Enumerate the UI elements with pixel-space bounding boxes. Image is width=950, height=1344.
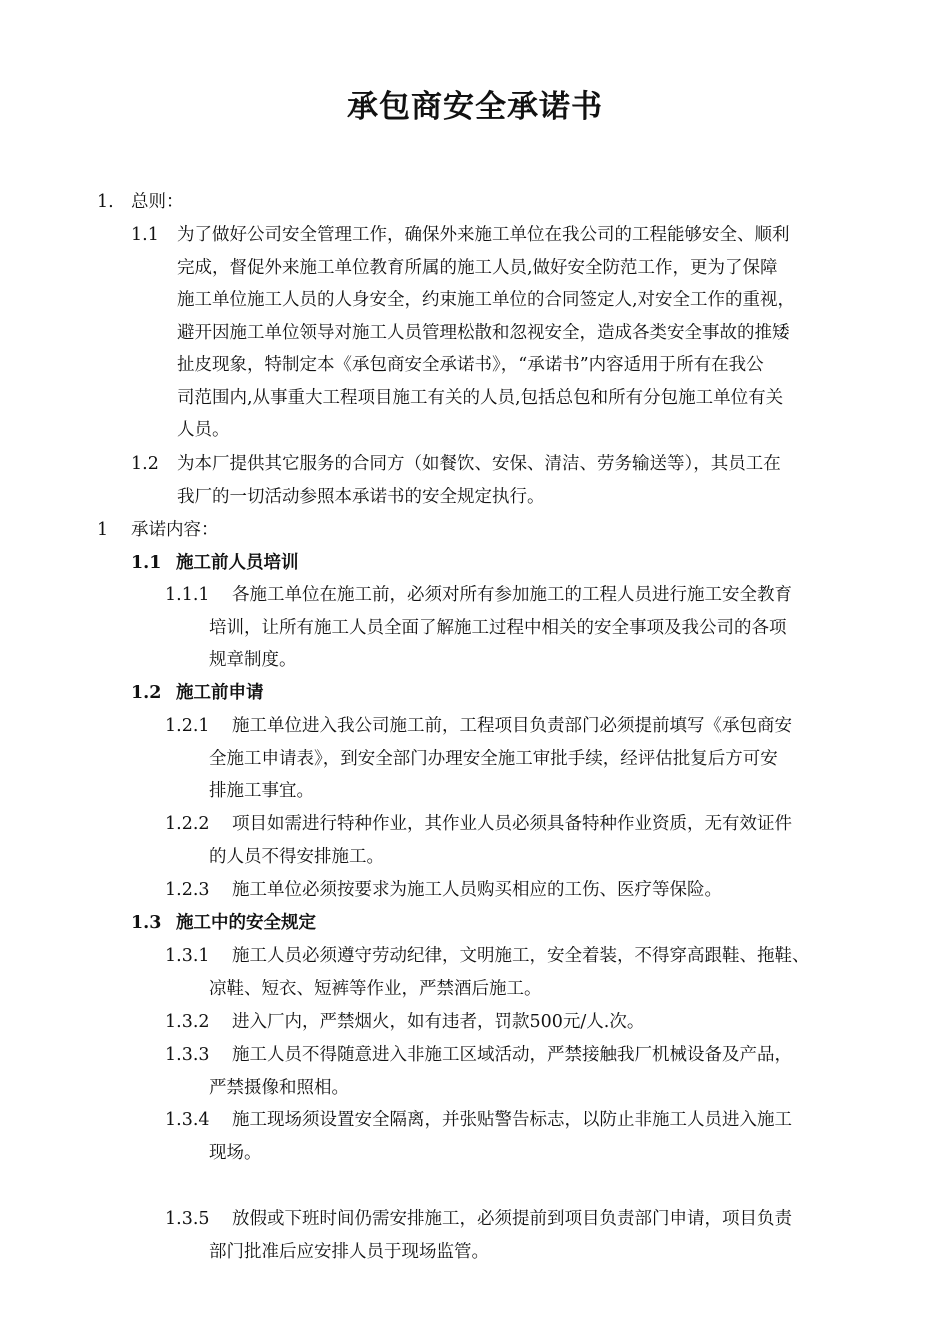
clause-number: 1.3.2 [165, 1012, 210, 1032]
clause-text-line: 施工现场须设置安全隔离，并张贴警告标志，以防止非施工人员进入施工 [232, 1110, 792, 1130]
clause-text-line: 全施工申请表》，到安全部门办理安全施工审批手续，经评估批复后方可安 [209, 748, 778, 769]
clause-number: 1.2 [131, 454, 159, 474]
clause-continuation [177, 252, 847, 447]
subsection-number: 1.1 [131, 553, 162, 573]
clause-text-line: 施工单位施工人员的人身安全，约束施工单位的合同签定人,对安全工作的重视， [177, 290, 796, 310]
section-number: 1. [97, 192, 114, 212]
subsection-number: 1.3 [131, 913, 162, 933]
clause-text-line: 人员。 [177, 420, 230, 440]
clause-text-line: 施工人员不得随意进入非施工区域活动，严禁接触我厂机械设备及产品， [232, 1045, 792, 1065]
subsection-title: 施工中的安全规定 [176, 913, 316, 933]
clause-text-line: 部门批准后应安排人员于现场监管。 [209, 1241, 489, 1262]
clause-continuation [209, 612, 849, 677]
clause-continuation [209, 1072, 849, 1105]
clause-text-line: 排施工事宜。 [209, 781, 314, 801]
clause-text-line: 完成，督促外来施工单位教育所属的施工人员,做好安全防范工作，更为了保障 [177, 257, 778, 278]
clause-text-line: 严禁摄像和照相。 [209, 1077, 349, 1098]
clause-continuation [209, 1137, 849, 1170]
subsection-title: 施工前人员培训 [176, 553, 299, 573]
clause-number: 1.3.1 [165, 946, 210, 966]
clause-text-line: 扯皮现象，特制定本《承包商安全承诺书》，“承诺书”内容适用于所有在我公 [177, 355, 764, 375]
clause-number: 1.2.3 [165, 880, 210, 900]
subsection-title: 施工前申请 [176, 683, 264, 703]
clause-continuation [209, 743, 849, 808]
clause-text-line: 规章制度。 [209, 650, 297, 670]
clause-text-line: 施工人员必须遵守劳动纪律，文明施工，安全着装，不得穿高跟鞋、拖鞋、 [232, 946, 810, 966]
clause-number: 1.3.3 [165, 1045, 210, 1065]
clause-text-line: 我厂的一切活动参照本承诺书的安全规定执行。 [177, 486, 545, 507]
clause-continuation [209, 973, 849, 1006]
clause-continuation [209, 1236, 849, 1269]
clause-number: 1.1 [131, 225, 159, 245]
document-title: 承包商安全承诺书 [347, 89, 603, 125]
clause-number: 1.2.1 [165, 716, 210, 736]
clause-text-line: 项目如需进行特种作业，其作业人员必须具备特种作业资质，无有效证件 [232, 814, 792, 834]
clause-text-line: 施工单位必须按要求为施工人员购买相应的工伤、医疗等保险。 [232, 880, 722, 900]
clause-number: 1.3.5 [165, 1209, 210, 1229]
clause-text-line: 现场。 [209, 1142, 262, 1163]
clause-text-line: 培训，让所有施工人员全面了解施工过程中相关的安全事项及我公司的各项 [209, 617, 787, 638]
clause-continuation [177, 481, 847, 514]
clause-text-line: 凉鞋、短衣、短裤等作业，严禁酒后施工。 [209, 978, 542, 999]
clause-text-line: 的人员不得安排施工。 [209, 846, 384, 867]
clause-text-line: 放假或下班时间仍需安排施工，必须提前到项目负责部门申请，项目负责 [232, 1209, 792, 1229]
clause-number: 1.1.1 [165, 585, 210, 605]
clause-text-line: 进入厂内，严禁烟火，如有违者，罚款500元/人.次。 [232, 1012, 645, 1032]
clause-text-line: 各施工单位在施工前，必须对所有参加施工的工程人员进行施工安全教育 [232, 585, 792, 605]
clause-text-line: 为了做好公司安全管理工作，确保外来施工单位在我公司的工程能够安全、顺利 [177, 225, 790, 245]
clause-text-line: 司范围内,从事重大工程项目施工有关的人员,包括总包和所有分包施工单位有关 [177, 387, 784, 408]
section-number: 1 [97, 520, 109, 540]
clause-number: 1.3.4 [165, 1110, 210, 1130]
clause-text-line: 避开因施工单位领导对施工人员管理松散和忽视安全，造成各类安全事故的推矮 [177, 322, 790, 343]
clause-number: 1.2.2 [165, 814, 210, 834]
clause-text-line: 为本厂提供其它服务的合同方（如餐饮、安保、清洁、劳务输送等），其员工在 [177, 454, 781, 474]
clause-continuation [209, 841, 849, 874]
subsection-number: 1.2 [131, 683, 162, 703]
section-title: 承诺内容： [131, 520, 219, 540]
section-title: 总则： [131, 192, 184, 212]
clause-text-line: 施工单位进入我公司施工前，工程项目负责部门必须提前填写《承包商安 [232, 716, 792, 736]
